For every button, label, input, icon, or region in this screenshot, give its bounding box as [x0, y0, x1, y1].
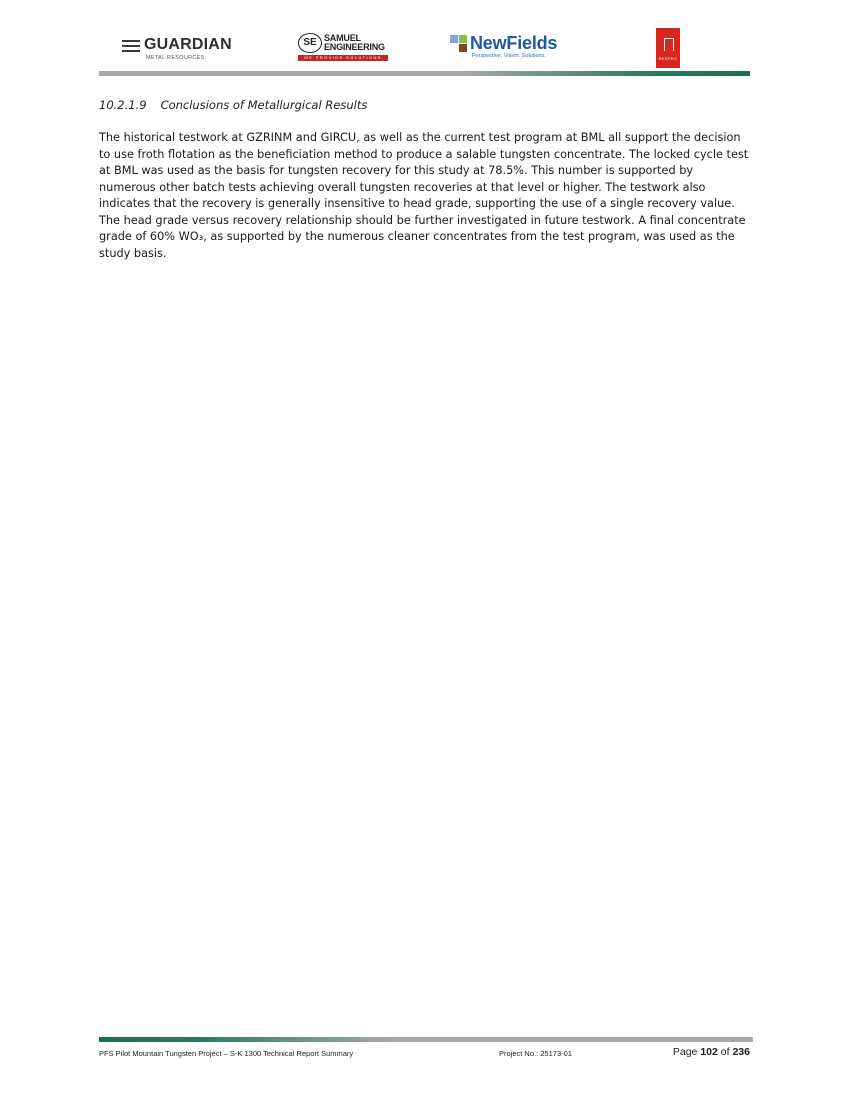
newfields-logo	[448, 32, 573, 62]
page-total: 236	[732, 1046, 750, 1058]
section-heading	[99, 98, 751, 112]
guardian-logo	[120, 36, 245, 64]
newfields-logo-name: NewFields	[470, 33, 558, 53]
header-divider	[99, 71, 750, 76]
page-current: 102	[700, 1046, 718, 1058]
page-of: of	[720, 1046, 730, 1058]
footer-project-number: Project No.: 25173-01	[499, 1049, 572, 1058]
guardian-logo-name: GUARDIAN	[144, 36, 232, 53]
samuel-name-line1: SAMUEL	[324, 33, 361, 43]
newfields-square-icon	[459, 44, 467, 52]
newfields-logo-tagline: Perspective. Vision. Solutions.	[472, 53, 546, 59]
samuel-name-line2: ENGINEERING	[324, 42, 385, 52]
guardian-logo-subtitle: METAL RESOURCES	[146, 55, 205, 61]
samuel-badge-icon: SE	[298, 33, 322, 53]
respec-logo	[656, 28, 680, 68]
section-title: Conclusions of Metallurgical Results	[160, 98, 368, 112]
footer-page-number	[673, 1046, 750, 1058]
section-body-paragraph: The historical testwork at GZRINM and GIRCU, as well as the current test program at BML all support the decision to use froth flotation as the beneficiation method to produce a salable tungsten concentrate. The locked cycle test at BML was used as the basis for tungsten recovery for this study at 78.5%. This number is supported by numerous other batch tests achieving overall tungsten recoveries at that level or higher. The testwork also indicates that the recovery is generally insensitive to head grade, supporting the use of a single recovery value. The head grade versus recovery relationship should be further investigated in future testwork. A final concentrate grade of 60% WO₃, as supported by the numerous cleaner concentrates from the test program, was used as the study basis.	[99, 131, 749, 260]
respec-mark-icon	[664, 38, 674, 51]
newfields-square-icon	[450, 35, 458, 43]
guardian-lines-icon	[122, 40, 140, 52]
respec-logo-name: RESPEC	[658, 56, 678, 61]
section-number: 10.2.1.9	[99, 98, 147, 112]
newfields-square-icon	[459, 35, 467, 43]
page-word: Page	[672, 1046, 698, 1058]
footer-document-title: PFS Pilot Mountain Tungsten Project – S-K 1300 Technical Report Summary	[99, 1049, 354, 1058]
page-footer	[99, 1046, 753, 1062]
footer-divider	[99, 1037, 753, 1042]
main-content	[99, 98, 751, 262]
header-logos	[0, 26, 849, 70]
samuel-engineering-logo	[298, 30, 390, 64]
samuel-tagline: WE PROVIDE SOLUTIONS	[298, 55, 388, 61]
